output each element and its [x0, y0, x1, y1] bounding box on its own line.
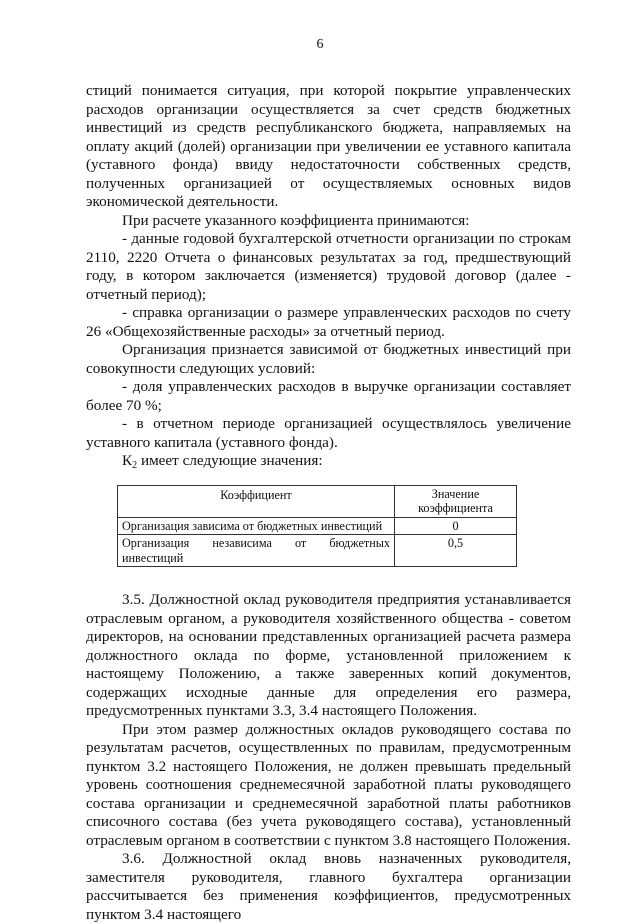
row-value: 0 [395, 517, 517, 535]
page-number: 6 [316, 37, 324, 52]
list-item-reporting-data: - данные годовой бухгалтерской отчетности организации по строкам 2110, 2220 Отчета о финансовых результатах за год, предшествующий году, в котором заключается (изменяется) трудовой договор (далее - отчетный период); [86, 230, 571, 303]
paragraph-continuation: стиций понимается ситуация, при которой покрытие управленческих расходов организации осуществляется за счет средств бюджетных инвестиций из средств республиканского бюджета, направляемых на оплату акций (долей) организации при увеличении ее уставного капитала (уставного фонда) ввиду недостаточности собственных средств, полученных организацией от осуществляемых основных видов экономической деятельности. [86, 82, 571, 210]
list-item-expense-statement: - справка организации о размере управленческих расходов по счету 26 «Общехозяйственные расходы» за отчетный период. [86, 304, 571, 340]
table-row [118, 535, 517, 567]
row-value: 0,5 [395, 535, 517, 567]
k2-text: имеет следующие значения: [137, 452, 323, 469]
coefficient-table [117, 485, 517, 568]
list-item-expense-share: - доля управленческих расходов в выручке организации составляет более 70 %; [86, 378, 571, 414]
paragraph-k2-values [86, 452, 571, 471]
body-text [86, 82, 571, 924]
k2-symbol: К [122, 452, 133, 469]
header-coefficient: Коэффициент [118, 485, 395, 517]
k2-subscript: 2 [132, 460, 138, 471]
paragraph-calc-intro: При расчете указанного коэффициента принимаются: [122, 211, 470, 229]
list-item-capital-increase: - в отчетном периоде организацией осуществлялось увеличение уставного капитала (уставного фонда). [86, 415, 571, 451]
paragraph-3-5: 3.5. Должностной оклад руководителя предприятия устанавливается отраслевым органом, а руководителя хозяйственного общества - советом директоров, на основании представленных организацией расчета размера должностного оклада по форме, установленной приложением к настоящему Положению, а также заверенных копий документов, содержащих исходные данные для определения его размера, предусмотренных пунктами 3.3, 3.4 настоящего Положения. [86, 591, 571, 719]
table-row [118, 517, 517, 535]
header-value: Значение коэффициента [395, 485, 517, 517]
paragraph-salary-limit: При этом размер должностных окладов руководящего состава по результатам расчетов, осуществленных по правилам, предусмотренным пунктом 3.2 настоящего Положения, не должен превышать предельный уровень соотношения среднемесячной заработной платы руководящего состава организации и среднемесячной заработной платы работников списочного состава (без учета руководящего состава), установленный отраслевым органом в соответствии с пунктом 3.8 настоящего Положения. [86, 720, 571, 849]
section-3-5-block [86, 591, 571, 924]
row-label: Организация независима от бюджетных инвестиций [118, 535, 395, 567]
paragraph-3-6: 3.6. Должностной оклад вновь назначенных руководителя, заместителя руководителя, главного бухгалтера организации рассчитывается без применения коэффициентов, предусмотренных пунктом 3.4 настоящего [86, 850, 571, 923]
row-label: Организация зависима от бюджетных инвестиций [118, 517, 395, 535]
table-header-row [118, 485, 517, 517]
paragraph-dependency-conditions: Организация признается зависимой от бюджетных инвестиций при совокупности следующих условий: [86, 341, 571, 377]
